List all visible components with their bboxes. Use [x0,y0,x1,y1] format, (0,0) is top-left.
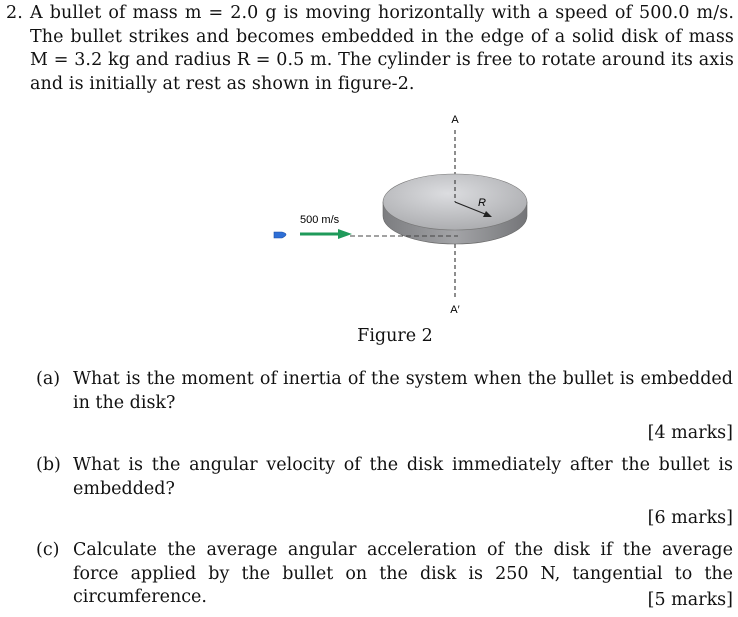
part-b-label: (b) [36,455,61,475]
part-a-label: (a) [36,369,61,389]
part-c [36,539,733,610]
problem-number: 2. [6,3,23,23]
part-c-marks: [5 marks] [647,590,733,610]
problem-text: A bullet of mass m = 2.0 g is moving horizontally with a speed of 500.0 m/s. The bullet strikes and becomes embedded in the edge of a solid disk of mass M = 3.2 kg and radius R = 0.5 m. The cylinder is free to rotate around its axis and is initially at rest as shown in figure-2. [30,3,734,94]
figure [270,110,530,325]
part-b-marks: [6 marks] [647,508,733,528]
radius-label: R [478,197,486,209]
part-b [36,454,733,501]
figure-caption: Figure 2 [357,326,433,346]
bullet-icon [274,232,286,238]
part-a [36,368,733,415]
part-b-text: What is the angular velocity of the disk immediately after the bullet is embedded? [73,455,733,499]
axis-top-label: A [451,114,459,126]
part-a-text: What is the moment of inertia of the system when the bullet is embedded in the disk? [73,369,733,413]
part-c-text: Calculate the average angular acceleration of the disk if the average force applied by the bullet on the disk is 250 N, tangential to the circumference. [73,540,733,607]
part-c-label: (c) [36,540,60,560]
disk-figure [270,110,530,325]
velocity-arrowhead [338,229,352,239]
speed-label: 500 m/s [300,214,340,226]
part-a-marks: [4 marks] [647,423,733,443]
axis-bottom-label: A′ [450,304,460,316]
problem-statement [6,2,734,96]
